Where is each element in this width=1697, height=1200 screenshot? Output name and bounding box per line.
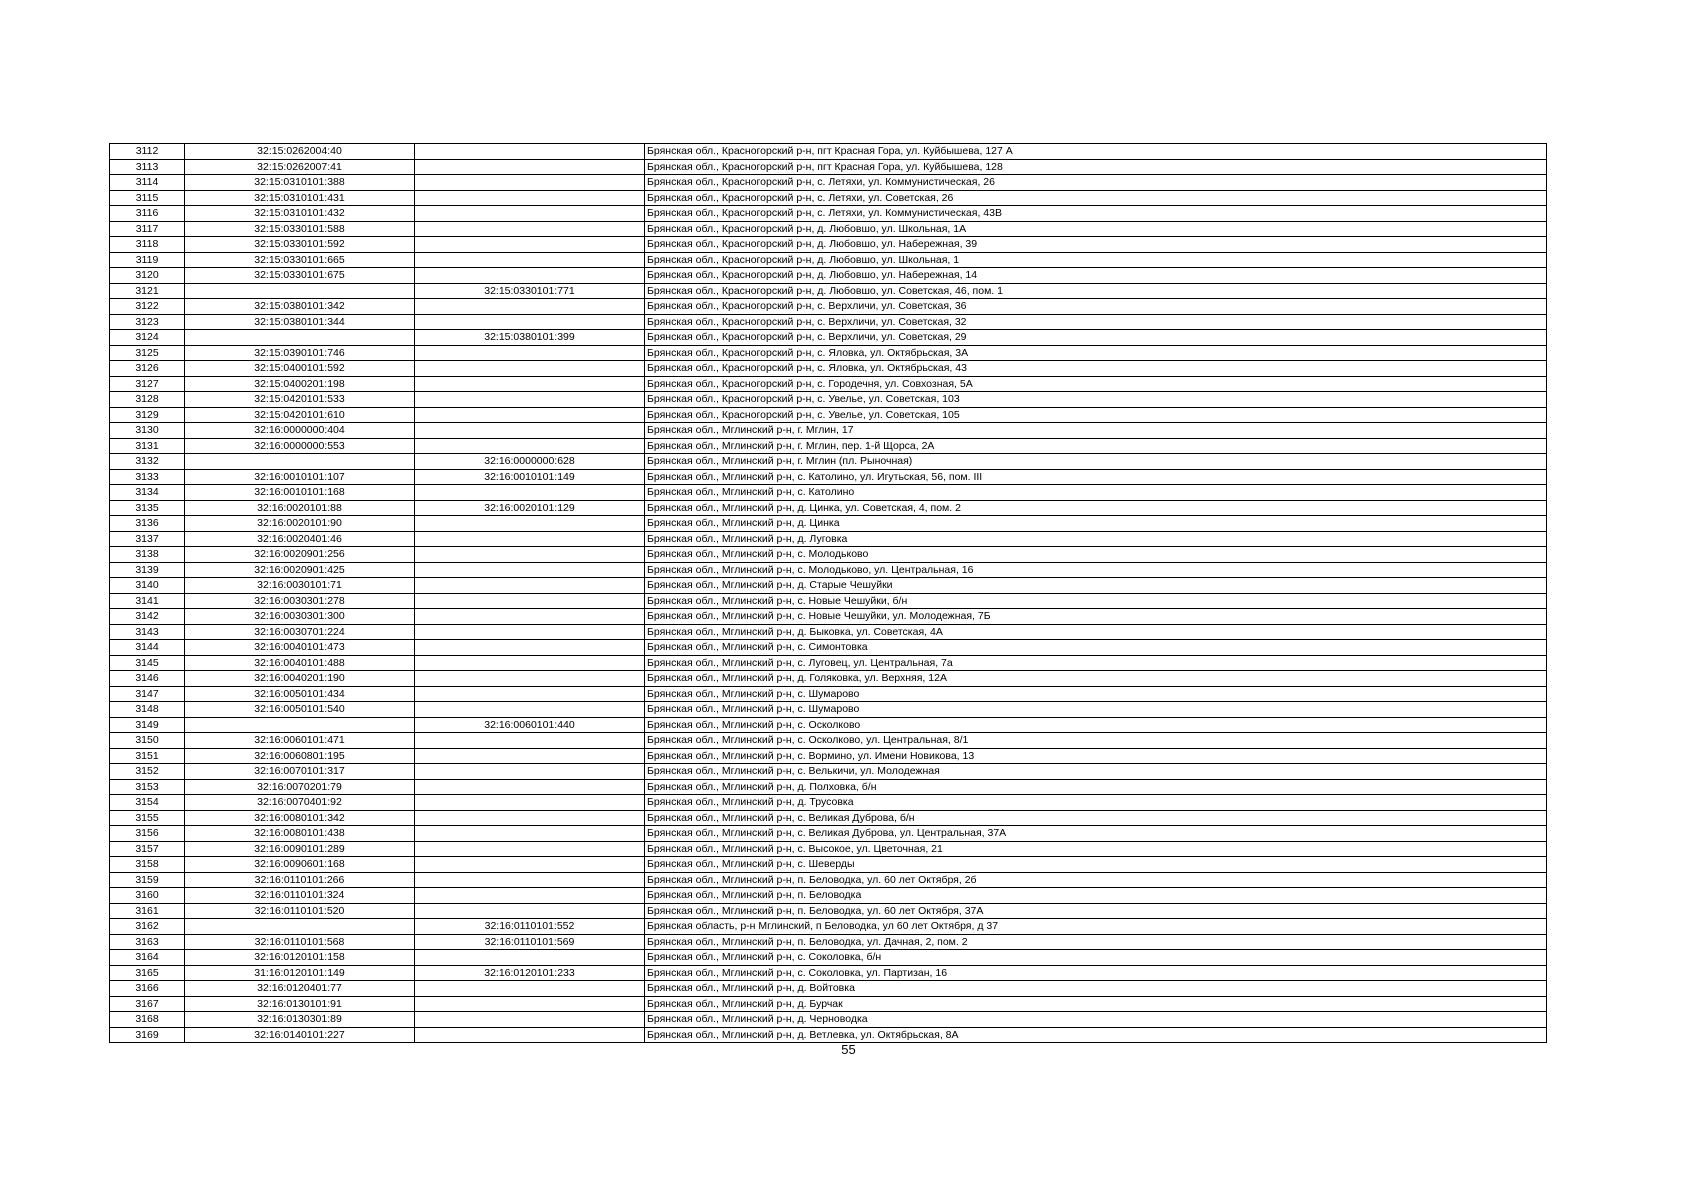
cadastral-number-cell: 32:16:0080101:438 <box>185 826 415 842</box>
row-number-cell: 3120 <box>110 268 185 284</box>
table-row <box>110 330 1547 346</box>
row-number-cell: 3118 <box>110 237 185 253</box>
address-cell: Брянская обл., Мглинский р-н, с. Молодьково <box>645 547 1547 563</box>
cadastral-number-cell: 32:16:0000000:404 <box>185 423 415 439</box>
cadastral-number-cell: 32:16:0110101:520 <box>185 903 415 919</box>
address-cell: Брянская обл., Мглинский р-н, с. Соколовка, б/н <box>645 950 1547 966</box>
cadastral-number-cell <box>185 454 415 470</box>
cadastral-number-cell: 32:16:0090601:168 <box>185 857 415 873</box>
table-row <box>110 547 1547 563</box>
table-row <box>110 562 1547 578</box>
cadastral-number-cell: 32:15:0420101:533 <box>185 392 415 408</box>
row-number-cell: 3114 <box>110 175 185 191</box>
cadastral-number-2-cell <box>415 795 645 811</box>
address-cell: Брянская обл., Мглинский р-н, д. Бурчак <box>645 996 1547 1012</box>
cadastral-number-2-cell <box>415 748 645 764</box>
registry-table <box>109 143 1547 1043</box>
row-number-cell: 3162 <box>110 919 185 935</box>
row-number-cell: 3156 <box>110 826 185 842</box>
cadastral-number-2-cell <box>415 345 645 361</box>
cadastral-number-cell: 32:16:0000000:553 <box>185 438 415 454</box>
row-number-cell: 3127 <box>110 376 185 392</box>
cadastral-number-cell: 32:16:0070101:317 <box>185 764 415 780</box>
cadastral-number-cell: 32:16:0060101:471 <box>185 733 415 749</box>
table-row <box>110 950 1547 966</box>
cadastral-number-cell: 32:16:0130301:89 <box>185 1012 415 1028</box>
row-number-cell: 3131 <box>110 438 185 454</box>
cadastral-number-2-cell <box>415 872 645 888</box>
address-cell: Брянская обл., Мглинский р-н, п. Беловодка, ул. 60 лет Октября, 2б <box>645 872 1547 888</box>
row-number-cell: 3160 <box>110 888 185 904</box>
table-row <box>110 407 1547 423</box>
cadastral-number-cell: 32:15:0330101:665 <box>185 252 415 268</box>
cadastral-number-cell: 32:15:0330101:592 <box>185 237 415 253</box>
row-number-cell: 3147 <box>110 686 185 702</box>
table-row <box>110 252 1547 268</box>
cadastral-number-cell <box>185 283 415 299</box>
cadastral-number-cell <box>185 330 415 346</box>
cadastral-number-2-cell <box>415 702 645 718</box>
row-number-cell: 3140 <box>110 578 185 594</box>
cadastral-number-2-cell <box>415 562 645 578</box>
cadastral-number-2-cell <box>415 516 645 532</box>
cadastral-number-2-cell <box>415 888 645 904</box>
cadastral-number-cell: 32:15:0262007:41 <box>185 159 415 175</box>
cadastral-number-2-cell <box>415 423 645 439</box>
address-cell: Брянская обл., Мглинский р-н, д. Ветлевка, ул. Октябрьская, 8А <box>645 1027 1547 1043</box>
cadastral-number-2-cell: 32:16:0060101:440 <box>415 717 645 733</box>
table-row <box>110 702 1547 718</box>
address-cell: Брянская обл., Мглинский р-н, с. Луговец, ул. Центральная, 7а <box>645 655 1547 671</box>
address-cell: Брянская обл., Красногорский р-н, д. Любовшо, ул. Набережная, 14 <box>645 268 1547 284</box>
cadastral-number-2-cell <box>415 903 645 919</box>
row-number-cell: 3159 <box>110 872 185 888</box>
row-number-cell: 3117 <box>110 221 185 237</box>
cadastral-number-2-cell <box>415 624 645 640</box>
row-number-cell: 3163 <box>110 934 185 950</box>
cadastral-number-2-cell <box>415 996 645 1012</box>
row-number-cell: 3119 <box>110 252 185 268</box>
address-cell: Брянская обл., Красногорский р-н, с. Летяхи, ул. Коммунистическая, 26 <box>645 175 1547 191</box>
table-row <box>110 717 1547 733</box>
cadastral-number-2-cell <box>415 144 645 160</box>
table-row <box>110 175 1547 191</box>
address-cell: Брянская обл., Мглинский р-н, п. Беловодка <box>645 888 1547 904</box>
cadastral-number-cell: 32:16:0040101:488 <box>185 655 415 671</box>
row-number-cell: 3112 <box>110 144 185 160</box>
table-row <box>110 500 1547 516</box>
row-number-cell: 3151 <box>110 748 185 764</box>
address-cell: Брянская обл., Красногорский р-н, д. Любовшо, ул. Советская, 46, пом. 1 <box>645 283 1547 299</box>
address-cell: Брянская обл., Мглинский р-н, д. Войтовка <box>645 981 1547 997</box>
address-cell: Брянская обл., Красногорский р-н, с. Увелье, ул. Советская, 105 <box>645 407 1547 423</box>
cadastral-number-cell: 32:15:0380101:344 <box>185 314 415 330</box>
row-number-cell: 3169 <box>110 1027 185 1043</box>
cadastral-number-cell: 32:15:0262004:40 <box>185 144 415 160</box>
cadastral-number-2-cell <box>415 671 645 687</box>
row-number-cell: 3146 <box>110 671 185 687</box>
row-number-cell: 3125 <box>110 345 185 361</box>
table-row <box>110 345 1547 361</box>
row-number-cell: 3126 <box>110 361 185 377</box>
address-cell: Брянская обл., Мглинский р-н, с. Католино, ул. Игутьская, 56, пом. III <box>645 469 1547 485</box>
cadastral-number-2-cell <box>415 159 645 175</box>
address-cell: Брянская обл., Красногорский р-н, с. Летяхи, ул. Коммунистическая, 43В <box>645 206 1547 222</box>
cadastral-number-2-cell <box>415 438 645 454</box>
cadastral-number-2-cell <box>415 950 645 966</box>
table-row <box>110 268 1547 284</box>
cadastral-number-cell: 32:16:0130101:91 <box>185 996 415 1012</box>
cadastral-number-2-cell <box>415 655 645 671</box>
table-row <box>110 314 1547 330</box>
row-number-cell: 3144 <box>110 640 185 656</box>
cadastral-number-2-cell <box>415 764 645 780</box>
cadastral-number-2-cell <box>415 547 645 563</box>
address-cell: Брянская обл., Красногорский р-н, с. Верхличи, ул. Советская, 32 <box>645 314 1547 330</box>
cadastral-number-cell: 32:16:0040101:473 <box>185 640 415 656</box>
table-row <box>110 438 1547 454</box>
row-number-cell: 3115 <box>110 190 185 206</box>
row-number-cell: 3167 <box>110 996 185 1012</box>
table-row <box>110 190 1547 206</box>
address-cell: Брянская обл., Мглинский р-н, с. Католино <box>645 485 1547 501</box>
row-number-cell: 3139 <box>110 562 185 578</box>
address-cell: Брянская обл., Мглинский р-н, д. Цинка, ул. Советская, 4, пом. 2 <box>645 500 1547 516</box>
row-number-cell: 3113 <box>110 159 185 175</box>
address-cell: Брянская обл., Мглинский р-н, с. Осколково <box>645 717 1547 733</box>
address-cell: Брянская обл., Красногорский р-н, д. Любовшо, ул. Набережная, 39 <box>645 237 1547 253</box>
address-cell: Брянская обл., Мглинский р-н, с. Осколково, ул. Центральная, 8/1 <box>645 733 1547 749</box>
cadastral-number-cell: 32:15:0400201:198 <box>185 376 415 392</box>
table-row <box>110 299 1547 315</box>
cadastral-number-2-cell <box>415 857 645 873</box>
address-cell: Брянская обл., Красногорский р-н, д. Любовшо, ул. Школьная, 1 <box>645 252 1547 268</box>
address-cell: Брянская обл., Красногорский р-н, с. Верхличи, ул. Советская, 29 <box>645 330 1547 346</box>
address-cell: Брянская обл., Красногорский р-н, с. Яловка, ул. Октябрьская, 43 <box>645 361 1547 377</box>
address-cell: Брянская область, р-н Мглинский, п Беловодка, ул 60 лет Октября, д 37 <box>645 919 1547 935</box>
page-number: 55 <box>841 1042 856 1057</box>
cadastral-number-2-cell <box>415 314 645 330</box>
cadastral-number-cell: 32:16:0020401:46 <box>185 531 415 547</box>
row-number-cell: 3155 <box>110 810 185 826</box>
address-cell: Брянская обл., Красногорский р-н, с. Летяхи, ул. Советская, 26 <box>645 190 1547 206</box>
row-number-cell: 3130 <box>110 423 185 439</box>
cadastral-number-cell: 32:16:0030301:300 <box>185 609 415 625</box>
table-row <box>110 671 1547 687</box>
cadastral-number-cell <box>185 717 415 733</box>
cadastral-number-2-cell: 32:16:0000000:628 <box>415 454 645 470</box>
cadastral-number-cell: 32:16:0020901:256 <box>185 547 415 563</box>
table-row <box>110 392 1547 408</box>
address-cell: Брянская обл., Мглинский р-н, д. Голяковка, ул. Верхняя, 12А <box>645 671 1547 687</box>
cadastral-number-cell: 32:15:0330101:675 <box>185 268 415 284</box>
row-number-cell: 3132 <box>110 454 185 470</box>
row-number-cell: 3153 <box>110 779 185 795</box>
cadastral-number-cell: 32:15:0310101:388 <box>185 175 415 191</box>
cadastral-number-2-cell <box>415 221 645 237</box>
cadastral-number-2-cell <box>415 361 645 377</box>
cadastral-number-2-cell: 32:15:0380101:399 <box>415 330 645 346</box>
row-number-cell: 3148 <box>110 702 185 718</box>
cadastral-number-2-cell <box>415 392 645 408</box>
cadastral-number-2-cell <box>415 485 645 501</box>
registry-table-body <box>110 144 1547 1043</box>
cadastral-number-2-cell <box>415 686 645 702</box>
table-row <box>110 206 1547 222</box>
row-number-cell: 3157 <box>110 841 185 857</box>
cadastral-number-cell: 32:16:0030101:71 <box>185 578 415 594</box>
cadastral-number-cell: 32:16:0090101:289 <box>185 841 415 857</box>
address-cell: Брянская обл., Красногорский р-н, пгт Красная Гора, ул. Куйбышева, 127 А <box>645 144 1547 160</box>
row-number-cell: 3124 <box>110 330 185 346</box>
cadastral-number-cell: 32:16:0050101:434 <box>185 686 415 702</box>
cadastral-number-2-cell: 32:15:0330101:771 <box>415 283 645 299</box>
row-number-cell: 3161 <box>110 903 185 919</box>
table-row <box>110 919 1547 935</box>
cadastral-number-cell: 32:16:0020901:425 <box>185 562 415 578</box>
row-number-cell: 3166 <box>110 981 185 997</box>
row-number-cell: 3137 <box>110 531 185 547</box>
cadastral-number-2-cell <box>415 826 645 842</box>
cadastral-number-2-cell <box>415 733 645 749</box>
cadastral-number-cell: 32:16:0030301:278 <box>185 593 415 609</box>
table-row <box>110 1027 1547 1043</box>
cadastral-number-cell: 32:16:0110101:266 <box>185 872 415 888</box>
table-row <box>110 237 1547 253</box>
row-number-cell: 3128 <box>110 392 185 408</box>
cadastral-number-cell: 32:15:0420101:610 <box>185 407 415 423</box>
address-cell: Брянская обл., Мглинский р-н, п. Беловодка, ул. 60 лет Октября, 37А <box>645 903 1547 919</box>
address-cell: Брянская обл., Мглинский р-н, д. Трусовка <box>645 795 1547 811</box>
address-cell: Брянская обл., Мглинский р-н, с. Соколовка, ул. Партизан, 16 <box>645 965 1547 981</box>
address-cell: Брянская обл., Мглинский р-н, с. Молодьково, ул. Центральная, 16 <box>645 562 1547 578</box>
cadastral-number-cell: 32:16:0110101:568 <box>185 934 415 950</box>
table-row <box>110 609 1547 625</box>
address-cell: Брянская обл., Мглинский р-н, д. Старые Чешуйки <box>645 578 1547 594</box>
table-row <box>110 934 1547 950</box>
cadastral-number-cell: 32:16:0030701:224 <box>185 624 415 640</box>
cadastral-number-2-cell: 32:16:0010101:149 <box>415 469 645 485</box>
address-cell: Брянская обл., Красногорский р-н, с. Увелье, ул. Советская, 103 <box>645 392 1547 408</box>
row-number-cell: 3121 <box>110 283 185 299</box>
address-cell: Брянская обл., Мглинский р-н, г. Мглин (пл. Рыночная) <box>645 454 1547 470</box>
table-row <box>110 888 1547 904</box>
table-row <box>110 624 1547 640</box>
address-cell: Брянская обл., Мглинский р-н, с. Велькичи, ул. Молодежная <box>645 764 1547 780</box>
table-row <box>110 826 1547 842</box>
row-number-cell: 3123 <box>110 314 185 330</box>
cadastral-number-2-cell <box>415 1012 645 1028</box>
cadastral-number-2-cell: 32:16:0110101:552 <box>415 919 645 935</box>
table-row <box>110 872 1547 888</box>
row-number-cell: 3116 <box>110 206 185 222</box>
cadastral-number-2-cell <box>415 268 645 284</box>
table-row <box>110 841 1547 857</box>
cadastral-number-cell: 32:15:0310101:431 <box>185 190 415 206</box>
address-cell: Брянская обл., Мглинский р-н, с. Шеверды <box>645 857 1547 873</box>
table-row <box>110 454 1547 470</box>
address-cell: Брянская обл., Мглинский р-н, с. Великая Дуброва, б/н <box>645 810 1547 826</box>
address-cell: Брянская обл., Мглинский р-н, г. Мглин, 17 <box>645 423 1547 439</box>
address-cell: Брянская обл., Мглинский р-н, с. Симонтовка <box>645 640 1547 656</box>
row-number-cell: 3141 <box>110 593 185 609</box>
address-cell: Брянская обл., Мглинский р-н, с. Шумарово <box>645 702 1547 718</box>
address-cell: Брянская обл., Мглинский р-н, д. Черноводка <box>645 1012 1547 1028</box>
table-row <box>110 159 1547 175</box>
cadastral-number-2-cell <box>415 237 645 253</box>
row-number-cell: 3138 <box>110 547 185 563</box>
row-number-cell: 3154 <box>110 795 185 811</box>
address-cell: Брянская обл., Мглинский р-н, с. Новые Чешуйки, ул. Молодежная, 7Б <box>645 609 1547 625</box>
row-number-cell: 3165 <box>110 965 185 981</box>
address-cell: Брянская обл., Мглинский р-н, п. Беловодка, ул. Дачная, 2, пом. 2 <box>645 934 1547 950</box>
cadastral-number-2-cell: 32:16:0110101:569 <box>415 934 645 950</box>
address-cell: Брянская обл., Красногорский р-н, пгт Красная Гора, ул. Куйбышева, 128 <box>645 159 1547 175</box>
row-number-cell: 3135 <box>110 500 185 516</box>
table-row <box>110 810 1547 826</box>
cadastral-number-cell <box>185 919 415 935</box>
table-row <box>110 376 1547 392</box>
cadastral-number-2-cell <box>415 640 645 656</box>
row-number-cell: 3149 <box>110 717 185 733</box>
cadastral-number-cell: 32:15:0390101:746 <box>185 345 415 361</box>
row-number-cell: 3133 <box>110 469 185 485</box>
address-cell: Брянская обл., Мглинский р-н, д. Быковка, ул. Советская, 4А <box>645 624 1547 640</box>
table-row <box>110 795 1547 811</box>
row-number-cell: 3143 <box>110 624 185 640</box>
row-number-cell: 3145 <box>110 655 185 671</box>
table-row <box>110 965 1547 981</box>
cadastral-number-cell: 32:16:0080101:342 <box>185 810 415 826</box>
table-row <box>110 655 1547 671</box>
cadastral-number-2-cell <box>415 593 645 609</box>
row-number-cell: 3122 <box>110 299 185 315</box>
table-row <box>110 516 1547 532</box>
table-row <box>110 996 1547 1012</box>
cadastral-number-2-cell <box>415 376 645 392</box>
address-cell: Брянская обл., Красногорский р-н, с. Городечня, ул. Совхозная, 5А <box>645 376 1547 392</box>
address-cell: Брянская обл., Мглинский р-н, г. Мглин, пер. 1-й Щорса, 2А <box>645 438 1547 454</box>
row-number-cell: 3164 <box>110 950 185 966</box>
row-number-cell: 3136 <box>110 516 185 532</box>
table-row <box>110 578 1547 594</box>
address-cell: Брянская обл., Мглинский р-н, с. Великая Дуброва, ул. Центральная, 37А <box>645 826 1547 842</box>
cadastral-number-2-cell <box>415 981 645 997</box>
cadastral-number-cell: 32:16:0120401:77 <box>185 981 415 997</box>
table-row <box>110 903 1547 919</box>
table-row <box>110 640 1547 656</box>
table-row <box>110 283 1547 299</box>
table-row <box>110 423 1547 439</box>
cadastral-number-cell: 32:15:0380101:342 <box>185 299 415 315</box>
cadastral-number-cell: 32:16:0050101:540 <box>185 702 415 718</box>
address-cell: Брянская обл., Мглинский р-н, с. Шумарово <box>645 686 1547 702</box>
address-cell: Брянская обл., Мглинский р-н, с. Высокое, ул. Цветочная, 21 <box>645 841 1547 857</box>
cadastral-number-2-cell <box>415 206 645 222</box>
cadastral-number-2-cell: 32:16:0120101:233 <box>415 965 645 981</box>
table-row <box>110 144 1547 160</box>
address-cell: Брянская обл., Красногорский р-н, с. Верхличи, ул. Советская, 36 <box>645 299 1547 315</box>
cadastral-number-2-cell <box>415 779 645 795</box>
table-row <box>110 686 1547 702</box>
cadastral-number-2-cell <box>415 531 645 547</box>
cadastral-number-cell: 32:16:0040201:190 <box>185 671 415 687</box>
table-row <box>110 361 1547 377</box>
table-row <box>110 485 1547 501</box>
cadastral-number-2-cell <box>415 810 645 826</box>
cadastral-number-cell: 31:16:0120101:149 <box>185 965 415 981</box>
table-row <box>110 748 1547 764</box>
cadastral-number-cell: 32:15:0310101:432 <box>185 206 415 222</box>
table-row <box>110 593 1547 609</box>
cadastral-number-cell: 32:16:0010101:107 <box>185 469 415 485</box>
table-row <box>110 469 1547 485</box>
cadastral-number-2-cell <box>415 841 645 857</box>
address-cell: Брянская обл., Мглинский р-н, с. Вормино, ул. Имени Новикова, 13 <box>645 748 1547 764</box>
address-cell: Брянская обл., Красногорский р-н, д. Любовшо, ул. Школьная, 1А <box>645 221 1547 237</box>
row-number-cell: 3158 <box>110 857 185 873</box>
cadastral-number-cell: 32:16:0110101:324 <box>185 888 415 904</box>
table-row <box>110 857 1547 873</box>
row-number-cell: 3168 <box>110 1012 185 1028</box>
row-number-cell: 3150 <box>110 733 185 749</box>
table-row <box>110 779 1547 795</box>
row-number-cell: 3152 <box>110 764 185 780</box>
cadastral-number-2-cell <box>415 175 645 191</box>
cadastral-number-2-cell <box>415 609 645 625</box>
cadastral-number-cell: 32:16:0120101:158 <box>185 950 415 966</box>
table-row <box>110 1012 1547 1028</box>
row-number-cell: 3142 <box>110 609 185 625</box>
table-row <box>110 764 1547 780</box>
address-cell: Брянская обл., Мглинский р-н, д. Цинка <box>645 516 1547 532</box>
cadastral-number-2-cell: 32:16:0020101:129 <box>415 500 645 516</box>
table-row <box>110 221 1547 237</box>
cadastral-number-cell: 32:16:0140101:227 <box>185 1027 415 1043</box>
cadastral-number-cell: 32:16:0020101:88 <box>185 500 415 516</box>
cadastral-number-2-cell <box>415 578 645 594</box>
cadastral-number-cell: 32:15:0330101:588 <box>185 221 415 237</box>
cadastral-number-2-cell <box>415 299 645 315</box>
cadastral-number-2-cell <box>415 252 645 268</box>
address-cell: Брянская обл., Мглинский р-н, д. Луговка <box>645 531 1547 547</box>
table-row <box>110 981 1547 997</box>
cadastral-number-2-cell <box>415 190 645 206</box>
cadastral-number-2-cell <box>415 1027 645 1043</box>
cadastral-number-cell: 32:16:0060801:195 <box>185 748 415 764</box>
address-cell: Брянская обл., Красногорский р-н, с. Яловка, ул. Октябрьская, 3А <box>645 345 1547 361</box>
cadastral-number-cell: 32:16:0010101:168 <box>185 485 415 501</box>
cadastral-number-cell: 32:15:0400101:592 <box>185 361 415 377</box>
row-number-cell: 3134 <box>110 485 185 501</box>
row-number-cell: 3129 <box>110 407 185 423</box>
address-cell: Брянская обл., Мглинский р-н, д. Полховка, б/н <box>645 779 1547 795</box>
cadastral-number-cell: 32:16:0020101:90 <box>185 516 415 532</box>
cadastral-number-cell: 32:16:0070201:79 <box>185 779 415 795</box>
table-row <box>110 733 1547 749</box>
table-row <box>110 531 1547 547</box>
cadastral-number-2-cell <box>415 407 645 423</box>
cadastral-number-cell: 32:16:0070401:92 <box>185 795 415 811</box>
address-cell: Брянская обл., Мглинский р-н, с. Новые Чешуйки, б/н <box>645 593 1547 609</box>
